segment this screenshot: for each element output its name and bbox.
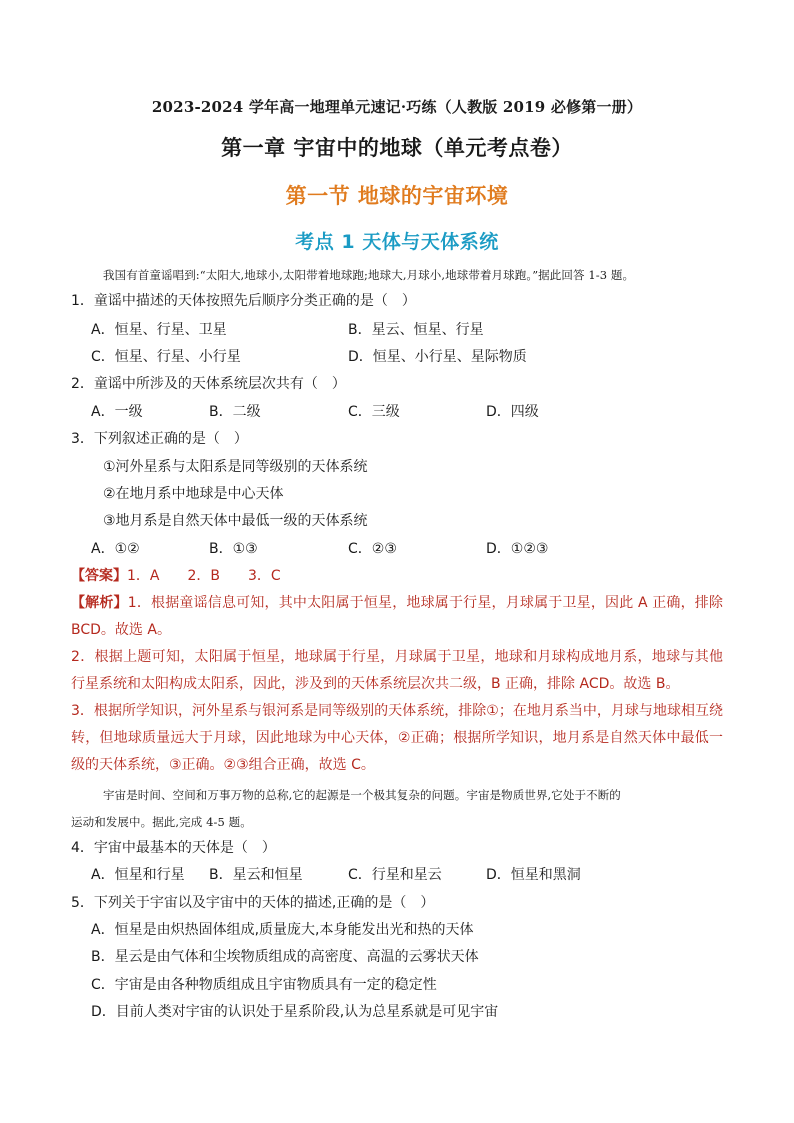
question-2-option-c: C．三级: [348, 404, 400, 420]
section-title: 第一节 地球的宇宙环境: [285, 184, 509, 208]
question-4-option-d: D．恒星和黑洞: [486, 867, 581, 883]
question-1-option-d: D．恒星、小行星、星际物质: [348, 349, 527, 365]
question-3-stem: 3．下列叙述正确的是（ ）: [71, 431, 248, 447]
intro-passage-1: 我国有首童谣唱到:“太阳大,地球小,太阳带着地球跑;地球大,月球小,地球带着月球跑。”据此回答 1-3 题。: [103, 268, 635, 282]
question-4-option-c: C．行星和星云: [348, 867, 442, 883]
intro-passage-2-line-2: 运动和发展中。据此,完成 4-5 题。: [71, 815, 252, 829]
question-5-option-a: A．恒星是由炽热固体组成,质量庞大,本身能发出光和热的天体: [91, 922, 474, 938]
question-5-option-b: B．星云是由气体和尘埃物质组成的高密度、高温的云雾状天体: [91, 949, 479, 965]
answer-text: 1．A 2．B 3．C: [127, 568, 281, 584]
question-2-option-d: D．四级: [486, 404, 539, 420]
question-3-option-b: B．①③: [209, 541, 258, 557]
analysis-text-2: 2．根据上题可知，太阳属于恒星，地球属于行星，月球属于卫星，地球和月球构成地月系，地球与其他行星系统和太阳构成太阳系，因此，涉及到的天体系统层次共二级，B 正确，排除 ACD。故选 B。: [71, 649, 723, 692]
analysis-paragraph-2: [71, 644, 723, 698]
question-4-option-a: A．恒星和行星: [91, 867, 185, 883]
analysis-text-3: 3．根据所学知识，河外星系与银河系是同等级别的天体系统，排除①；在地月系当中，月球与地球相互绕转，但地球质量远大于月球，因此地球为中心天体，②正确；根据所学知识，地月系是自然天体中最低一级的天体系统，③正确。②③组合正确，故选 C。: [71, 703, 723, 773]
topic-title: 考点 1 天体与天体系统: [295, 231, 499, 253]
analysis-label: 【解析】: [71, 595, 128, 611]
series-title: 2023-2024 学年高一地理单元速记·巧练（人教版 2019 必修第一册）: [151, 98, 643, 116]
analysis-text-1: 1．根据童谣信息可知，其中太阳属于恒星，地球属于行星，月球属于卫星，因此 A 正确，排除 BCD。故选 A。: [71, 595, 723, 638]
answer-label: 【答案】: [71, 568, 127, 584]
question-3-option-d: D．①②③: [486, 541, 549, 557]
question-1-stem: 1．童谣中描述的天体按照先后顺序分类正确的是（ ）: [71, 293, 416, 309]
question-2-option-a: A．一级: [91, 404, 143, 420]
chapter-title: 第一章 宇宙中的地球（单元考点卷）: [221, 136, 573, 160]
question-2-stem: 2．童谣中所涉及的天体系统层次共有（ ）: [71, 376, 346, 392]
question-4-option-b: B．星云和恒星: [209, 867, 303, 883]
answer-block: [71, 567, 281, 585]
question-3-option-a: A．①②: [91, 541, 140, 557]
intro-passage-2-line-1: 宇宙是时间、空间和万事万物的总称,它的起源是一个极其复杂的问题。宇宙是物质世界,它处于不断的: [103, 788, 621, 802]
question-5-stem: 5．下列关于宇宙以及宇宙中的天体的描述,正确的是（ ）: [71, 895, 435, 911]
question-5-option-d: D．目前人类对宇宙的认识处于星系阶段,认为总星系就是可见宇宙: [91, 1004, 499, 1020]
question-1-option-a: A．恒星、行星、卫星: [91, 322, 227, 338]
question-2-option-b: B．二级: [209, 404, 261, 420]
question-3-statement-3: ③地月系是自然天体中最低一级的天体系统: [103, 513, 368, 529]
question-4-stem: 4．宇宙中最基本的天体是（ ）: [71, 840, 276, 856]
question-3-option-c: C．②③: [348, 541, 397, 557]
question-3-statement-2: ②在地月系中地球是中心天体: [103, 486, 284, 502]
question-5-option-c: C．宇宙是由各种物质组成且宇宙物质具有一定的稳定性: [91, 977, 437, 993]
analysis-paragraph-3: [71, 698, 723, 779]
question-1-option-b: B．星云、恒星、行星: [348, 322, 484, 338]
question-1-option-c: C．恒星、行星、小行星: [91, 349, 241, 365]
analysis-paragraph-1: [71, 590, 723, 644]
question-3-statement-1: ①河外星系与太阳系是同等级别的天体系统: [103, 459, 368, 475]
